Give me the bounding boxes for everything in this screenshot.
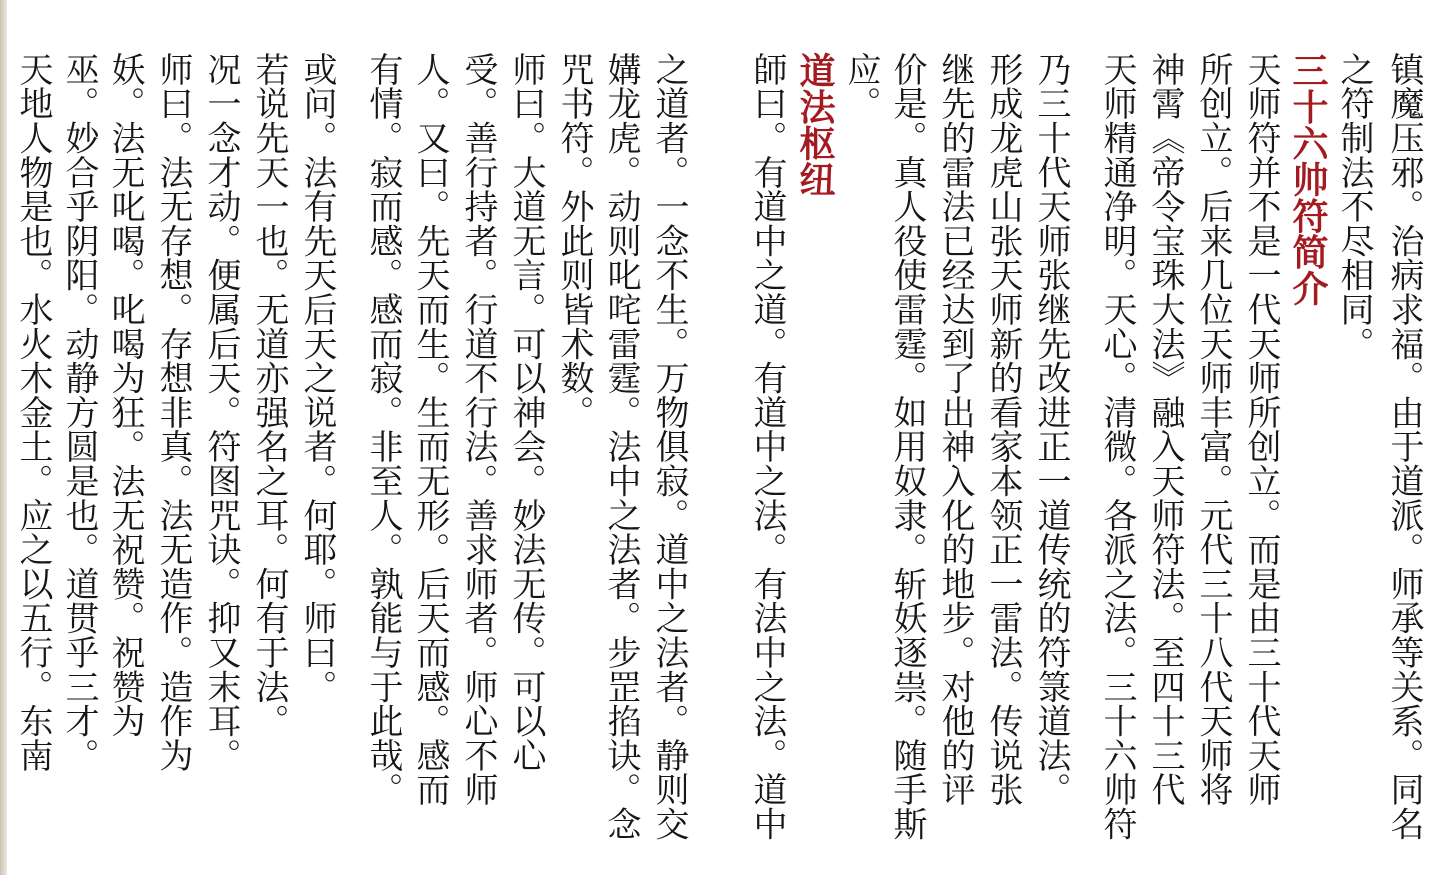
text-column-20: 或问。法有先天后天之说者。何耶。师曰。 [297, 52, 337, 704]
text-column-9: 继先的雷法已经达到了出神入化的地步。对他的评 [935, 52, 975, 807]
text-column-4: 所创立。后来几位天师丰富。元代三十八代天师将 [1193, 52, 1233, 807]
text-column-17: 受。善行持者。行道不行法。善求师者。师心不师 [458, 52, 498, 807]
text-column-26: 天地人物是也。水火木金土。应之以五行。东南 [13, 52, 53, 773]
text-column-25: 巫。妙合乎阴阳。动静方圆是也。道贯乎三才。 [59, 52, 99, 773]
text-column-10: 价是。真人役使雷霆。如用奴隶。斩妖逐祟。随手斯 [887, 52, 927, 841]
text-column-11: 应。 [841, 52, 881, 121]
text-column-24: 妖。法无叱喝。叱喝为狂。法无祝赞。祝赞为 [105, 52, 145, 738]
text-column-3: 天师符并不是一代天师所创立。而是由三十代天师 [1241, 52, 1281, 807]
text-column-21: 若说先天一也。无道亦强名之耳。何有于法。 [249, 52, 289, 738]
section-title-daofa-shuniu: 道法枢纽 [794, 52, 836, 198]
text-column-7: 乃三十代天师张继先改进正一道传统的符箓道法。 [1031, 52, 1071, 807]
text-column-6: 天师精通净明。天心。清微。各派之法。三十六帅符 [1097, 52, 1137, 841]
text-column-5: 神霄《帝令宝珠大法》融入天师符法。至四十三代 [1145, 52, 1185, 807]
section-title-36-marshal-talismans: 三十六帅符简介 [1287, 52, 1329, 307]
text-column-13: 之道者。一念不生。万物俱寂。道中之法者。静则交 [649, 52, 689, 841]
text-column-15: 咒书符。外此则皆术数。 [554, 52, 594, 430]
text-column-22: 况一念才动。便属后天。符图咒诀。抑又末耳。 [201, 52, 241, 773]
text-column-23: 师曰。法无存想。存想非真。法无造作。造作为 [153, 52, 193, 773]
text-column-18: 人。又曰。先天而生。生而无形。后天而感。感而 [410, 52, 450, 807]
text-column-14: 媾龙虎。动则叱咤雷霆。法中之法者。步罡掐诀。念 [601, 52, 641, 841]
text-column-19: 有情。寂而感。感而寂。非至人。孰能与于此哉。 [363, 52, 403, 807]
text-column-8: 形成龙虎山张天师新的看家本领正一雷法。传说张 [983, 52, 1023, 807]
text-column-2: 之符制法不尽相同。 [1334, 52, 1374, 361]
text-column-1: 镇魔压邪。治病求福。由于道派。师承等关系。同名 [1384, 52, 1424, 841]
page-edge-shadow [0, 0, 7, 875]
text-column-16: 师曰。大道无言。可以神会。妙法无传。可以心 [506, 52, 546, 773]
text-column-12: 師曰。有道中之道。有道中之法。有法中之法。道中 [747, 52, 787, 841]
